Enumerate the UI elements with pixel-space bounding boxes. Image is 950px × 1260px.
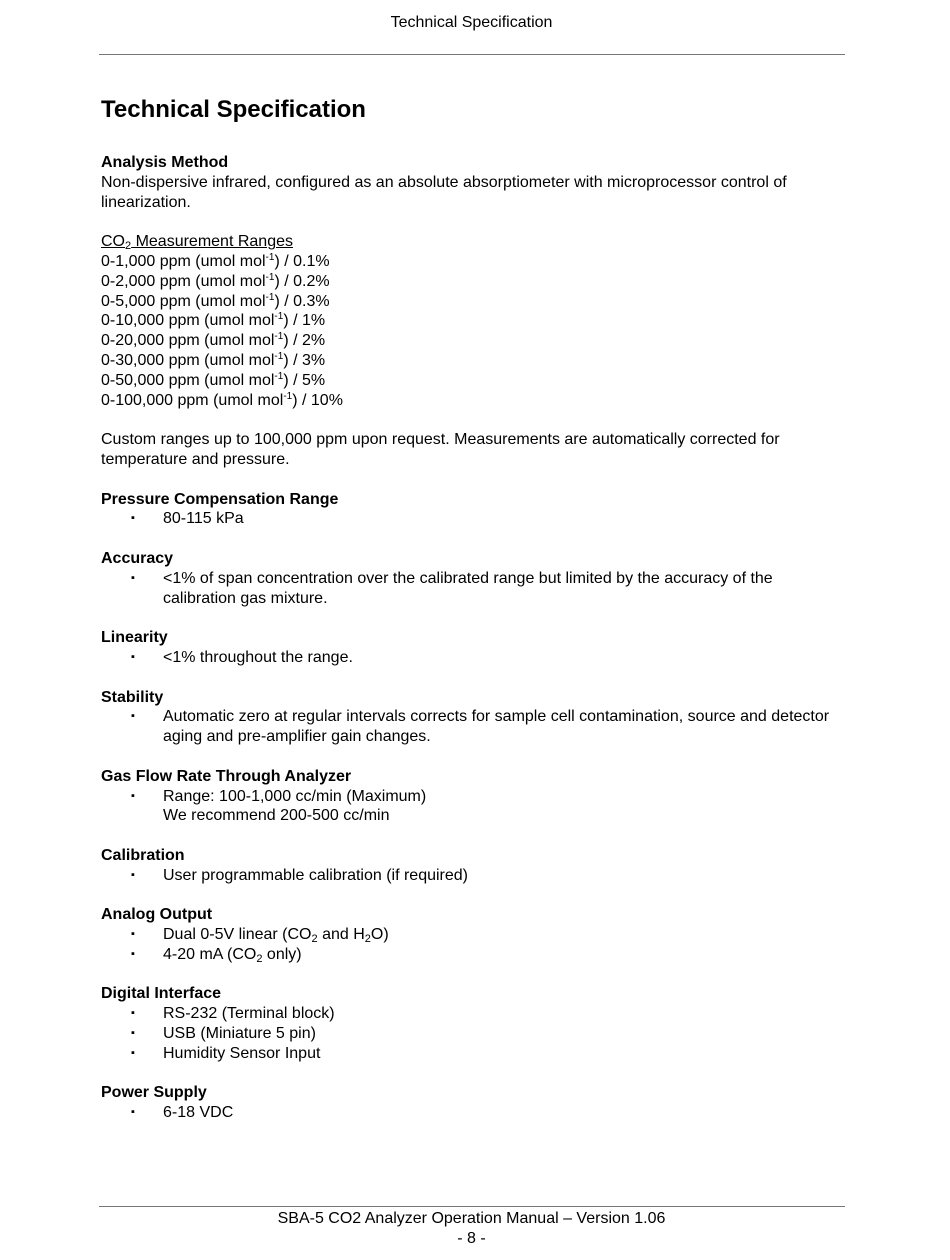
calibration-heading: Calibration (101, 846, 185, 864)
page-title: Technical Specification (101, 96, 366, 123)
ranges-heading-text: Measurement Ranges (131, 233, 293, 251)
range-item: 0-2,000 ppm (umol mol$^{-1}$) / 0.2% (101, 271, 330, 290)
digital-heading: Digital Interface (101, 985, 222, 1003)
range-item: 0-10,000 ppm (umol mol$^{-1}$) / 1% (101, 311, 326, 330)
bullet-icon: ▪ (131, 789, 135, 802)
range-item: 0-20,000 ppm (umol mol$^{-1}$) / 2% (101, 331, 326, 350)
bullet-icon: ▪ (131, 650, 135, 663)
accuracy-heading: Accuracy (101, 549, 174, 567)
bullet-icon: ▪ (131, 928, 135, 941)
page-number: - 8 - (457, 1229, 486, 1247)
analog-heading: Analog Output (101, 906, 213, 924)
running-header: Technical Specification (390, 14, 553, 31)
digital-item: ▪ Humidity Sensor Input (131, 1044, 321, 1062)
ranges-heading (101, 232, 845, 252)
power-heading: Power Supply (101, 1084, 207, 1102)
range-item: 0-100,000 ppm (umol mol$^{-1}$) / 10% (101, 390, 343, 409)
bullet-icon: ▪ (131, 1027, 135, 1040)
range-item: 0-50,000 ppm (umol mol$^{-1}$) / 5% (101, 370, 326, 389)
stability-item: ▪ Automatic zero at regular intervals corrects for sample cell contamination, source and detector aging and pre-amplifier gain changes. (131, 708, 830, 746)
ranges-list (101, 252, 845, 410)
pressure-heading: Pressure Compensation Range (101, 490, 339, 508)
analog-item: ▪ Dual 0-5V linear ($CO_2$ and $H_2O$) (131, 926, 389, 946)
footer-manual-title: SBA-5 CO2 Analyzer Operation Manual – Version 1.06 (277, 1210, 666, 1227)
bullet-icon: ▪ (131, 868, 135, 881)
analysis-heading: Analysis Method (101, 154, 229, 171)
power-item: ▪ 6-18 VDC (131, 1104, 234, 1122)
accuracy-item: ▪ <1% of span concentration over the calibrated range but limited by the accuracy of the calibration gas mixture. (131, 569, 773, 607)
calibration-item: ▪ User programmable calibration (if required) (131, 866, 469, 884)
bullet-icon: ▪ (131, 1106, 135, 1119)
bullet-icon: ▪ (131, 710, 135, 723)
bullet-icon: ▪ (131, 1007, 135, 1020)
analog-item: ▪ 4-20 mA ($CO_2$ only) (131, 945, 302, 965)
page-footer (0, 1209, 943, 1249)
gas-flow-heading: Gas Flow Rate Through Analyzer (101, 767, 352, 785)
footer-rule (99, 1206, 845, 1207)
bullet-icon: ▪ (131, 1046, 135, 1059)
digital-item: ▪ USB (Miniature 5 pin) (131, 1025, 316, 1043)
bullet-icon: ▪ (131, 512, 135, 525)
range-item: 0-5,000 ppm (umol mol$^{-1}$) / 0.3% (101, 291, 330, 310)
linearity-item: ▪ <1% throughout the range. (131, 648, 353, 666)
digital-item: ▪ RS-232 (Terminal block) (131, 1005, 335, 1023)
gas-flow-item: ▪ Range: 100-1,000 cc/min (Maximum) We recommend 200-500 cc/min (131, 787, 427, 825)
pressure-item: ▪ 80-115 kPa (131, 510, 244, 528)
spec-content (101, 153, 845, 1123)
range-item: 0-1,000 ppm (umol mol$^{-1}$) / 0.1% (101, 251, 330, 270)
ranges-heading-sub: 2 (125, 240, 132, 253)
linearity-heading: Linearity (101, 629, 168, 647)
custom-ranges-note: Custom ranges up to 100,000 ppm upon request. Measurements are automatically corrected for temperature and pressure. (101, 431, 780, 468)
bullet-icon: ▪ (131, 947, 135, 960)
analysis-text: Non-dispersive infrared, configured as an absolute absorptiometer with microprocessor control of linearization. (101, 173, 787, 211)
ranges-heading-co: CO (101, 233, 125, 251)
range-item: 0-30,000 ppm (umol mol$^{-1}$) / 3% (101, 350, 326, 369)
header-rule (99, 54, 845, 55)
bullet-icon: ▪ (131, 571, 135, 584)
stability-heading: Stability (101, 688, 164, 706)
